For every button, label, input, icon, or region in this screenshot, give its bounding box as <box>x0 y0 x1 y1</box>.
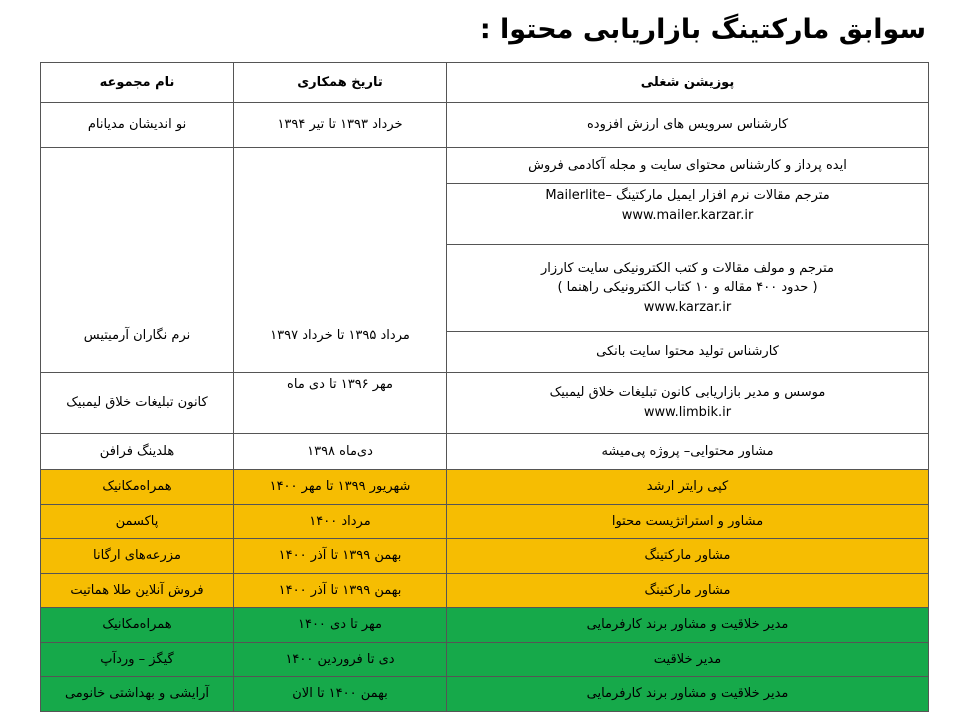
cell-company: فروش آنلاین طلا هماتیت <box>41 573 234 608</box>
cell-position: مشاور محتوایی– پروژه پی‌میشه <box>447 433 929 470</box>
cell-company: مزرعه‌های ارگانا <box>41 539 234 574</box>
website-url: www.karzar.ir <box>643 299 732 315</box>
website-url: www.limbik.ir <box>643 404 732 420</box>
cell-position: مشاور و استراتژیست محتوا <box>447 504 929 539</box>
page-title: سوابق مارکتینگ بازاریابی محتوا : <box>479 14 926 45</box>
cell-position <box>447 245 929 332</box>
cell-date: بهمن ۱۳۹۹ تا آذر ۱۴۰۰ <box>234 539 447 574</box>
cell-company: پاکسمن <box>41 504 234 539</box>
header-company: نام مجموعه <box>41 63 234 103</box>
cell-date: بهمن ۱۳۹۹ تا آذر ۱۴۰۰ <box>234 573 447 608</box>
cell-date: دی‌ماه ۱۳۹۸ <box>234 433 447 470</box>
website-url: www.mailer.karzar.ir <box>621 207 754 223</box>
table-row <box>41 433 929 470</box>
cell-date: دی تا فروردین ۱۴۰۰ <box>234 642 447 677</box>
table-row <box>41 504 929 539</box>
cell-company: گیگز – وردآپ <box>41 642 234 677</box>
cell-date: خرداد ۱۳۹۳ تا تیر ۱۳۹۴ <box>234 103 447 148</box>
cell-company: همراه‌مکانیک <box>41 470 234 505</box>
cell-date: مهر تا دی ۱۴۰۰ <box>234 608 447 643</box>
header-row <box>41 63 929 103</box>
cell-company: همراه‌مکانیک <box>41 608 234 643</box>
cell-position: کارشناس سرویس های ارزش افزوده <box>447 103 929 148</box>
cell-company: کانون تبلیغات خلاق لیمبیک <box>41 372 234 433</box>
header-position: پوزیشن شغلی <box>447 63 929 103</box>
cell-position: مشاور مارکتینگ <box>447 573 929 608</box>
position-line: موسس و مدیر بازاریابی کانون تبلیغات خلاق لیمبیک <box>549 385 826 401</box>
cell-date: شهریور ۱۳۹۹ تا مهر ۱۴۰۰ <box>234 470 447 505</box>
cell-company: هلدینگ فرافن <box>41 433 234 470</box>
table-row <box>41 573 929 608</box>
header-date: تاریخ همکاری <box>234 63 447 103</box>
table-row <box>41 470 929 505</box>
table-row <box>41 372 929 433</box>
cell-company: آرایشی و بهداشتی خانومی <box>41 677 234 712</box>
table-row <box>41 103 929 148</box>
position-line: مترجم مقالات نرم افزار ایمیل مارکتینگ –Mailerlite <box>545 188 830 204</box>
position-line: مترجم و مولف مقالات و کتب الکترونیکی سایت کارزار <box>540 260 834 276</box>
cell-position: مدیر خلاقیت <box>447 642 929 677</box>
table-row <box>41 539 929 574</box>
cell-company: نو اندیشان مدیانام <box>41 103 234 148</box>
cell-position <box>447 372 929 433</box>
table-row <box>41 608 929 643</box>
cell-position: مشاور مارکتینگ <box>447 539 929 574</box>
table-row <box>41 642 929 677</box>
cell-position: مدیر خلاقیت و مشاور برند کارفرمایی <box>447 677 929 712</box>
cell-position: کارشناس تولید محتوا سایت بانکی <box>447 332 929 373</box>
table-row <box>41 677 929 712</box>
position-line: ( حدود ۴۰۰ مقاله و ۱۰ کتاب الکترونیکی راهنما ) <box>557 280 818 296</box>
cell-date: مهر ۱۳۹۶ تا دی ماه <box>234 372 447 433</box>
cell-position: مدیر خلاقیت و مشاور برند کارفرمایی <box>447 608 929 643</box>
cell-date: مرداد ۱۳۹۵ تا خرداد ۱۳۹۷ <box>234 147 447 372</box>
cell-company: نرم نگاران آرمیتیس <box>41 147 234 372</box>
cell-position <box>447 184 929 245</box>
cell-date: مرداد ۱۴۰۰ <box>234 504 447 539</box>
cell-position: کپی رایتر ارشد <box>447 470 929 505</box>
cell-position: ایده پرداز و کارشناس محتوای سایت و مجله آکادمی فروش <box>447 147 929 184</box>
cell-date: بهمن ۱۴۰۰ تا الان <box>234 677 447 712</box>
table-row <box>41 147 929 184</box>
experience-table <box>40 62 929 712</box>
